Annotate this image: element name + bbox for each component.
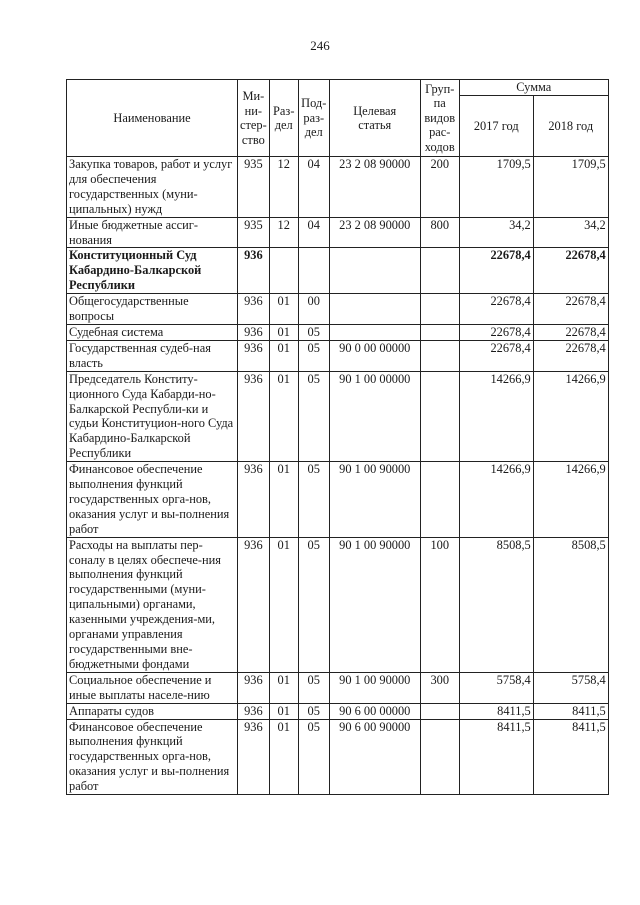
cell-2017: 8508,5 (459, 537, 533, 672)
cell-ministry: 935 (238, 157, 270, 218)
cell-ministry: 935 (238, 217, 270, 248)
cell-subsection: 05 (298, 340, 329, 371)
cell-expense-group: 300 (420, 672, 459, 703)
cell-2018: 34,2 (533, 217, 608, 248)
cell-expense-group: 200 (420, 157, 459, 218)
cell-target-article: 90 1 00 90000 (329, 537, 420, 672)
cell-target-article (329, 294, 420, 325)
cell-2018: 22678,4 (533, 248, 608, 294)
cell-2017: 22678,4 (459, 340, 533, 371)
table-row (67, 157, 609, 218)
cell-subsection: 05 (298, 719, 329, 795)
cell-subsection: 05 (298, 537, 329, 672)
cell-ministry: 936 (238, 248, 270, 294)
cell-2017: 34,2 (459, 217, 533, 248)
cell-2017: 8411,5 (459, 719, 533, 795)
header-name: Наименование (67, 80, 238, 157)
cell-name: Закупка товаров, работ и услуг для обеспечения государственных (муни-ципальных) нужд (67, 157, 238, 218)
table-row (67, 537, 609, 672)
cell-target-article: 23 2 08 90000 (329, 157, 420, 218)
header-year-2018: 2018 год (533, 96, 608, 157)
table-row (67, 324, 609, 340)
cell-section: 12 (269, 217, 298, 248)
cell-name: Финансовое обеспечение выполнения функций государственных орга-нов, оказания услуг и вы-полнения работ (67, 719, 238, 795)
cell-2018: 8411,5 (533, 703, 608, 719)
cell-2017: 14266,9 (459, 462, 533, 538)
cell-section: 01 (269, 324, 298, 340)
cell-name: Финансовое обеспечение выполнения функций государственных орга-нов, оказания услуг и вы-полнения работ (67, 462, 238, 538)
cell-expense-group: 800 (420, 217, 459, 248)
page-number: 246 (310, 38, 330, 53)
budget-table (66, 79, 609, 795)
cell-ministry: 936 (238, 719, 270, 795)
header-section: Раз- дел (269, 80, 298, 157)
cell-subsection: 00 (298, 294, 329, 325)
cell-section: 01 (269, 294, 298, 325)
cell-target-article: 90 1 00 00000 (329, 371, 420, 461)
cell-ministry: 936 (238, 537, 270, 672)
cell-ministry: 936 (238, 340, 270, 371)
cell-name: Судебная система (67, 324, 238, 340)
cell-name: Председатель Конститу-ционного Суда Кабарди-но-Балкарской Республи-ки и судьи Конституцион-ного Суда Кабардино-Балкарской Республики (67, 371, 238, 461)
cell-target-article: 90 1 00 90000 (329, 462, 420, 538)
cell-section: 01 (269, 371, 298, 461)
cell-name: Социальное обеспечение и иные выплаты населе-нию (67, 672, 238, 703)
cell-2018: 1709,5 (533, 157, 608, 218)
cell-subsection (298, 248, 329, 294)
cell-target-article: 90 0 00 00000 (329, 340, 420, 371)
cell-2018: 8508,5 (533, 537, 608, 672)
header-sum: Сумма (459, 80, 608, 96)
cell-expense-group (420, 703, 459, 719)
cell-2018: 8411,5 (533, 719, 608, 795)
cell-name: Расходы на выплаты пер-соналу в целях обеспече-ния выполнения функций государственными (муни-ципальными) органами, казенными учреждения-ми, органами управления государственными вне-бюджетными фондами (67, 537, 238, 672)
table-row (67, 672, 609, 703)
cell-ministry: 936 (238, 703, 270, 719)
table-row (67, 703, 609, 719)
cell-section: 12 (269, 157, 298, 218)
cell-2018: 22678,4 (533, 324, 608, 340)
cell-expense-group (420, 340, 459, 371)
cell-ministry: 936 (238, 462, 270, 538)
cell-expense-group (420, 324, 459, 340)
cell-2018: 14266,9 (533, 371, 608, 461)
header-subsection: Под- раз- дел (298, 80, 329, 157)
table-row (67, 340, 609, 371)
cell-2017: 5758,4 (459, 672, 533, 703)
cell-subsection: 04 (298, 217, 329, 248)
header-ministry: Ми- ни- стер- ство (238, 80, 270, 157)
cell-target-article (329, 248, 420, 294)
cell-expense-group (420, 248, 459, 294)
cell-2018: 22678,4 (533, 340, 608, 371)
cell-subsection: 04 (298, 157, 329, 218)
header-target-article: Целевая статья (329, 80, 420, 157)
cell-section: 01 (269, 462, 298, 538)
table-row (67, 719, 609, 795)
cell-subsection: 05 (298, 672, 329, 703)
cell-ministry: 936 (238, 294, 270, 325)
cell-2017: 22678,4 (459, 294, 533, 325)
cell-2018: 5758,4 (533, 672, 608, 703)
header-year-2017: 2017 год (459, 96, 533, 157)
table-body (67, 157, 609, 795)
header-expense-group: Груп- па видов рас- ходов (420, 80, 459, 157)
table-row (67, 248, 609, 294)
cell-target-article (329, 324, 420, 340)
cell-name: Государственная судеб-ная власть (67, 340, 238, 371)
cell-target-article: 90 6 00 90000 (329, 719, 420, 795)
cell-section: 01 (269, 537, 298, 672)
cell-section (269, 248, 298, 294)
cell-2018: 14266,9 (533, 462, 608, 538)
cell-target-article: 23 2 08 90000 (329, 217, 420, 248)
cell-subsection: 05 (298, 324, 329, 340)
cell-expense-group (420, 294, 459, 325)
cell-2017: 1709,5 (459, 157, 533, 218)
cell-ministry: 936 (238, 371, 270, 461)
table-row (67, 371, 609, 461)
cell-2017: 14266,9 (459, 371, 533, 461)
cell-name: Иные бюджетные ассиг-нования (67, 217, 238, 248)
cell-section: 01 (269, 719, 298, 795)
cell-subsection: 05 (298, 462, 329, 538)
cell-2018: 22678,4 (533, 294, 608, 325)
cell-target-article: 90 6 00 00000 (329, 703, 420, 719)
cell-name: Общегосударственные вопросы (67, 294, 238, 325)
cell-name: Аппараты судов (67, 703, 238, 719)
cell-ministry: 936 (238, 672, 270, 703)
cell-2017: 22678,4 (459, 248, 533, 294)
cell-subsection: 05 (298, 371, 329, 461)
cell-subsection: 05 (298, 703, 329, 719)
cell-2017: 22678,4 (459, 324, 533, 340)
cell-expense-group: 100 (420, 537, 459, 672)
cell-2017: 8411,5 (459, 703, 533, 719)
cell-expense-group (420, 462, 459, 538)
table-row (67, 217, 609, 248)
cell-target-article: 90 1 00 90000 (329, 672, 420, 703)
table-row (67, 294, 609, 325)
cell-name: Конституционный Суд Кабардино-Балкарской Республики (67, 248, 238, 294)
cell-expense-group (420, 371, 459, 461)
cell-ministry: 936 (238, 324, 270, 340)
cell-section: 01 (269, 340, 298, 371)
cell-section: 01 (269, 703, 298, 719)
cell-expense-group (420, 719, 459, 795)
table-row (67, 462, 609, 538)
cell-section: 01 (269, 672, 298, 703)
